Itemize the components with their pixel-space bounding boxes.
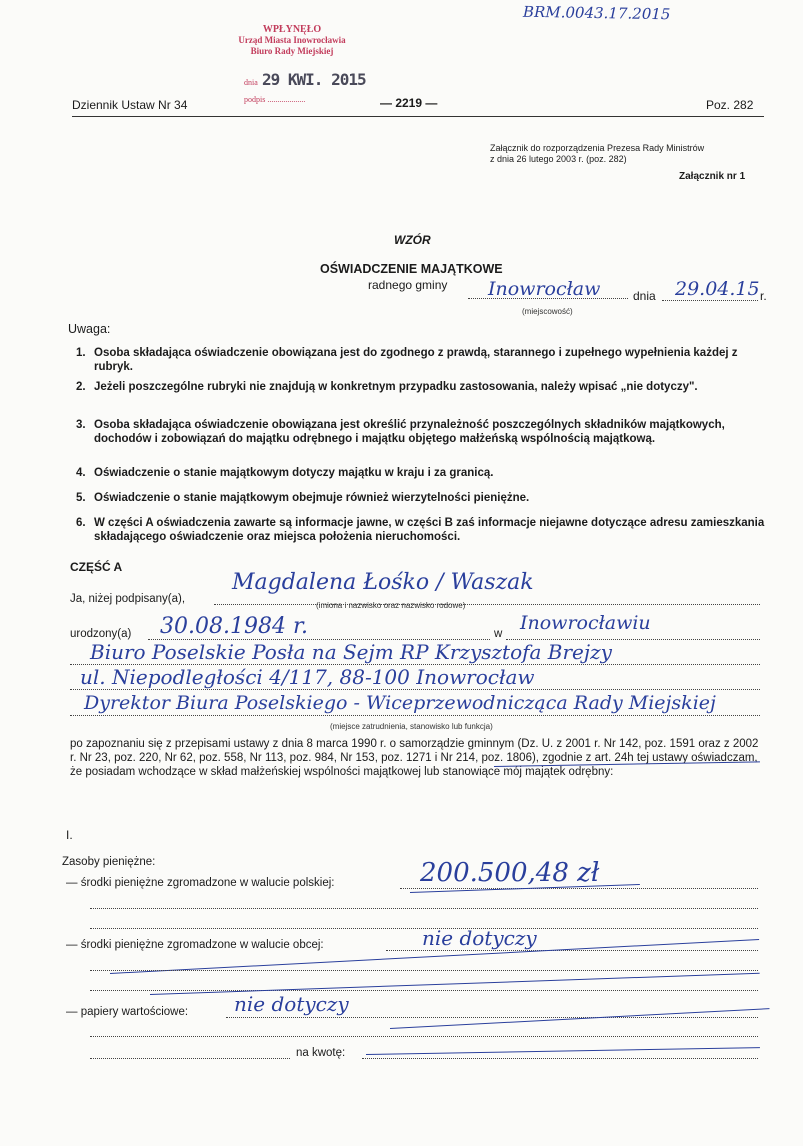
name-caption: (imiona i nazwisko oraz nazwisko rodowe) bbox=[316, 601, 466, 610]
work-line-2 bbox=[70, 689, 760, 690]
foreign-line-2 bbox=[90, 970, 758, 971]
stamp-date-label: dnia bbox=[244, 78, 258, 87]
legal-statement: po zapoznaniu się z przepisami ustawy z dnia 8 marca 1990 r. o samorządzie gminnym (Dz. U. z 2001 r. Nr 142, poz. 1591 oraz z 2002 r. Nr 23, poz. 220, Nr 62, poz. 558, Nr 113, poz. 984, Nr 153, poz. 1271 i Nr 214, poz. 1806), zgodnie z art. 24h tej ustawy oświadczam, że posiadam wchodzące w skład małżeńskiej wspólności majątkowej lub stanowiące mój majątek odrębny: bbox=[70, 738, 759, 778]
note-item-1 bbox=[76, 346, 766, 374]
name-handwritten: Magdalena Łośko / Waszak bbox=[232, 570, 534, 595]
born-label: urodzony(a) bbox=[70, 628, 132, 640]
page-number: — 2219 — bbox=[380, 96, 438, 110]
cash-heading: Zasoby pieniężne: bbox=[62, 856, 156, 868]
pln-line-2 bbox=[90, 908, 758, 909]
stamp-signature-label: podpis ................... bbox=[244, 95, 306, 104]
date-line bbox=[662, 300, 758, 301]
note-item-2 bbox=[76, 380, 766, 394]
section-1-number: I. bbox=[66, 828, 73, 842]
foreign-label: — środki pieniężne zgromadzone w walucie obcej: bbox=[66, 939, 324, 951]
received-stamp bbox=[212, 24, 372, 57]
annex-number: Załącznik nr 1 bbox=[679, 171, 746, 182]
note-number: 4. bbox=[76, 467, 86, 479]
securities-line-2 bbox=[90, 1036, 758, 1037]
note-number: 6. bbox=[76, 517, 86, 529]
foreign-line bbox=[386, 950, 758, 951]
notes-heading: Uwaga: bbox=[68, 322, 111, 336]
date-handwritten: 29.04.15 bbox=[675, 278, 760, 300]
template-label: WZÓR bbox=[394, 233, 431, 247]
note-text: Osoba składająca oświadczenie obowiązana jest do zgodnego z prawdą, starannego i zupełnego wypełnienia każdej z rubryk. bbox=[94, 347, 738, 373]
securities-strike bbox=[390, 1008, 770, 1029]
annex-line2: z dnia 26 lutego 2003 r. (poz. 282) bbox=[490, 154, 627, 164]
born-date-handwritten: 30.08.1984 r. bbox=[160, 614, 309, 639]
place-handwritten: Inowrocław bbox=[488, 278, 601, 300]
note-text: W części A oświadczenia zawarte są informacje jawne, w części B zaś informacje niejawne dotyczące adresu zamieszkania składającego oświadczenie oraz miejsca położenia nieruchomości. bbox=[94, 517, 765, 543]
note-text: Oświadczenie o stanie majątkowym obejmuje również wierzytelności pieniężne. bbox=[94, 492, 530, 504]
note-item-4 bbox=[76, 466, 766, 480]
pln-handwritten: 200.500,48 zł bbox=[420, 858, 600, 888]
amount-strike bbox=[366, 1047, 760, 1055]
workplace-handwritten-1: Biuro Poselskie Posła na Sejm RP Krzysztofa Brejzy bbox=[90, 640, 612, 664]
born-place-handwritten: Inowrocławiu bbox=[520, 612, 651, 634]
securities-line bbox=[226, 1017, 758, 1018]
amount-label: na kwotę: bbox=[296, 1047, 346, 1059]
pln-label: — środki pieniężne zgromadzone w walucie polskiej: bbox=[66, 877, 335, 889]
place-caption: (miejscowość) bbox=[522, 307, 573, 316]
date-suffix: r. bbox=[760, 289, 767, 303]
signed-label: Ja, niżej podpisany(a), bbox=[70, 593, 186, 605]
born-in-label: w bbox=[494, 628, 503, 640]
document-subtitle: radnego gminy bbox=[368, 278, 448, 292]
note-item-5 bbox=[76, 491, 766, 505]
part-a-heading: CZĘŚĆ A bbox=[70, 560, 123, 574]
workplace-caption: (miejsce zatrudnienia, stanowisko lub funkcja) bbox=[330, 722, 493, 731]
stamp-line2: Urząd Miasta Inowrocławia bbox=[238, 35, 346, 45]
note-number: 2. bbox=[76, 381, 86, 393]
stamp-line1: WPŁYNĘŁO bbox=[262, 24, 322, 35]
pln-line bbox=[400, 888, 758, 889]
note-text: Jeżeli poszczególne rubryki nie znajdują w konkretnym przypadku zastosowania, należy wpisać „nie dotyczy". bbox=[94, 381, 698, 393]
workplace-handwritten-2: ul. Niepodległości 4/117, 88-100 Inowrocław bbox=[80, 665, 535, 689]
note-text: Oświadczenie o stanie majątkowym dotyczy majątku w kraju i za granicą. bbox=[94, 467, 494, 479]
securities-label: — papiery wartościowe: bbox=[66, 1006, 189, 1018]
workplace-handwritten-3: Dyrektor Biura Poselskiego - Wiceprzewodnicząca Rady Miejskiej bbox=[84, 692, 716, 714]
securities-handwritten: nie dotyczy bbox=[234, 992, 349, 1016]
note-number: 1. bbox=[76, 347, 86, 359]
amount-line bbox=[362, 1058, 758, 1059]
foreign-line-3 bbox=[90, 990, 758, 991]
work-line-3 bbox=[70, 715, 760, 716]
header-rule bbox=[72, 116, 764, 117]
stamp-date: 29 KWI. 2015 bbox=[262, 70, 366, 89]
note-item-3 bbox=[76, 418, 766, 446]
reference-number: BRM.0043.17.2015 bbox=[522, 2, 671, 24]
note-item-6 bbox=[76, 516, 766, 544]
journal-title: Dziennik Ustaw Nr 34 bbox=[72, 98, 188, 112]
date-label: dnia bbox=[633, 289, 656, 303]
document-title: OŚWIADCZENIE MAJĄTKOWE bbox=[320, 262, 503, 276]
securities-amount-line bbox=[90, 1058, 290, 1059]
note-number: 3. bbox=[76, 419, 86, 431]
note-number: 5. bbox=[76, 492, 86, 504]
position-number: Poz. 282 bbox=[706, 98, 754, 112]
foreign-handwritten: nie dotyczy bbox=[422, 926, 537, 950]
name-line bbox=[214, 604, 760, 605]
note-text: Osoba składająca oświadczenie obowiązana jest określić przynależność poszczególnych składników majątkowych, dochodów i zobowiązań do majątku odrębnego i majątku objętego małżeńską wspólnością majątkową. bbox=[94, 419, 725, 445]
annex-line1: Załącznik do rozporządzenia Prezesa Rady Ministrów bbox=[490, 143, 705, 153]
stamp-line3: Biuro Rady Miejskiej bbox=[250, 46, 334, 56]
